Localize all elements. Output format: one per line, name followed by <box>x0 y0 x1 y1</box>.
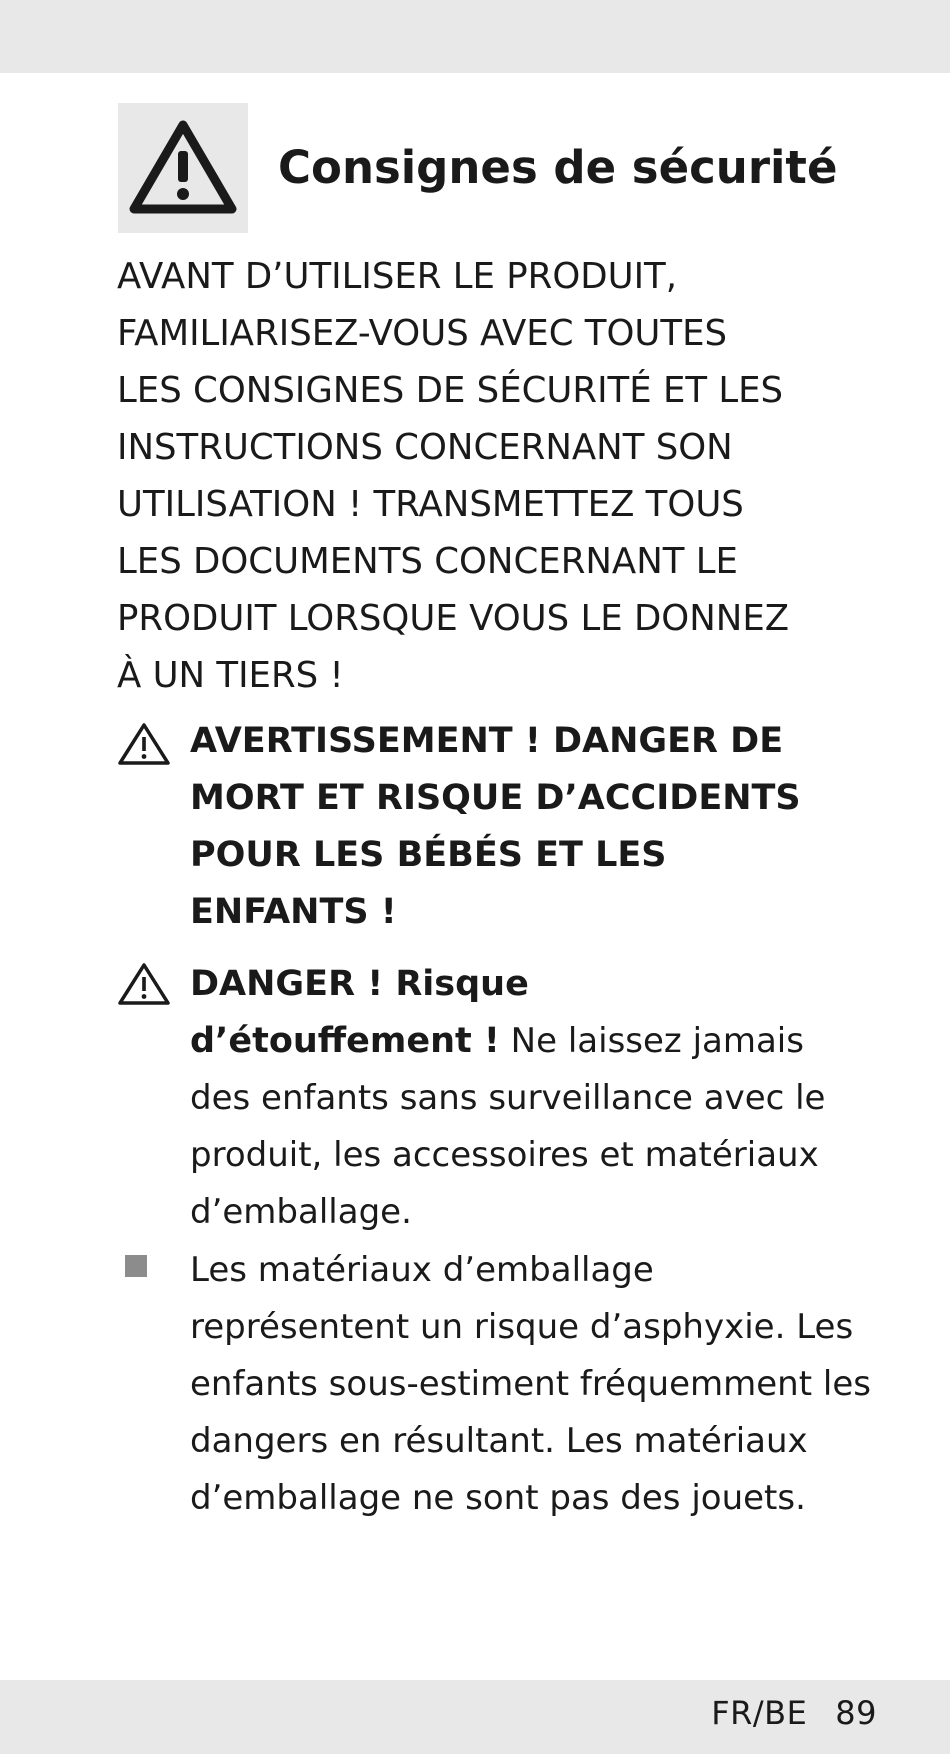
intro-line: INSTRUCTIONS CONCERNANT SON <box>117 427 733 468</box>
intro-line: LES CONSIGNES DE SÉCURITÉ ET LES <box>117 370 784 411</box>
warning2-text: Ne laissez jamais <box>499 1021 804 1061</box>
bullet-line: d’emballage ne sont pas des jouets. <box>190 1478 806 1518</box>
intro-line: LES DOCUMENTS CONCERNANT LE <box>117 541 738 582</box>
warning2-line: produit, les accessoires et matériaux <box>190 1135 819 1175</box>
footer-locale: FR/BE <box>711 1694 808 1732</box>
bullet-line: enfants sous-estiment fréquemment les <box>190 1364 871 1404</box>
page-title: Consignes de sécurité <box>278 141 838 194</box>
square-bullet-icon <box>125 1255 147 1277</box>
warning2-line: d’emballage. <box>190 1192 412 1232</box>
intro-line: FAMILIARISEZ-VOUS AVEC TOUTES <box>117 313 728 354</box>
bullet-paragraph <box>190 1242 910 1527</box>
page-footer <box>711 1694 877 1732</box>
bullet-line: dangers en résultant. Les matériaux <box>190 1421 808 1461</box>
intro-paragraph <box>117 248 897 704</box>
intro-line: À UN TIERS ! <box>117 655 344 696</box>
bullet-line: représentent un risque d’asphyxie. Les <box>190 1307 854 1347</box>
intro-line: AVANT D’UTILISER LE PRODUIT, <box>117 256 678 297</box>
warning1-line: AVERTISSEMENT ! DANGER DE <box>190 721 784 761</box>
intro-line: PRODUIT LORSQUE VOUS LE DONNEZ <box>117 598 790 639</box>
title-icon-box <box>118 103 248 233</box>
top-band <box>0 0 950 73</box>
warning1-line: MORT ET RISQUE D’ACCIDENTS <box>190 778 801 818</box>
intro-line: UTILISATION ! TRANSMETTEZ TOUS <box>117 484 744 525</box>
warning-triangle-outline-icon <box>117 722 171 766</box>
warning2-line <box>190 1013 910 1070</box>
warning2-line: des enfants sans surveillance avec le <box>190 1078 826 1118</box>
warning1-line: POUR LES BÉBÉS ET LES <box>190 835 667 875</box>
bullet-line: Les matériaux d’emballage <box>190 1250 654 1290</box>
warning2-heading-cont: d’étouffement ! <box>190 1021 500 1061</box>
warning-triangle-outline-icon <box>117 962 171 1006</box>
warning-triangle-icon <box>129 119 237 215</box>
warning2-heading: DANGER ! Risque <box>190 964 529 1004</box>
warning-block-1 <box>190 713 910 941</box>
warning1-line: ENFANTS ! <box>190 892 397 932</box>
page-number: 89 <box>835 1694 877 1732</box>
warning-block-2 <box>190 956 910 1241</box>
